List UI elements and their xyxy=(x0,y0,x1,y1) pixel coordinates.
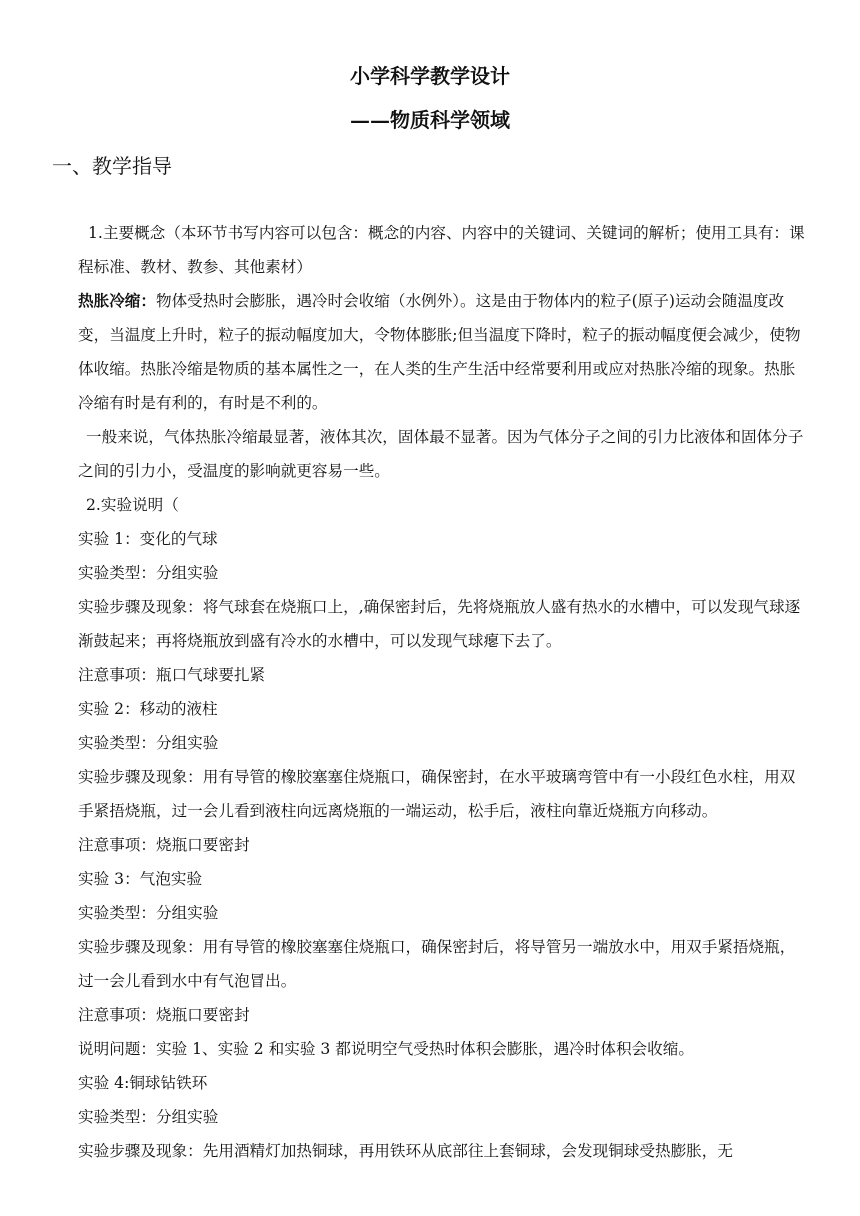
exp2-name: 实验 2：移动的液柱 xyxy=(78,700,218,718)
thermal-text: 物体受热时会膨胀，遇冷时会收缩（水例外）。这是由于物体内的粒子(原子)运动会随温度改变，当温度上升时，粒子的振动幅度加大，令物体膨胀;但当温度下降时，粒子的振动幅度便会减少，使物体收缩。热胀冷缩是物质的基本属性之一，在人类的生产生活中经常要利用或应对热胀冷缩的现象。热胀冷缩有时是有利的，有时是不利的。 xyxy=(78,292,801,412)
exp3-steps: 实验步骤及现象：用有导管的橡胶塞塞住烧瓶口，确保密封后，将导管另一端放水中，用双手紧捂烧瓶，过一会儿看到水中有气泡冒出。 xyxy=(78,938,796,990)
exp2-note: 注意事项：烧瓶口要密封 xyxy=(78,836,250,854)
exp3-note: 注意事项：烧瓶口要密封 xyxy=(78,1006,250,1024)
general-paragraph: 一般来说，气体热胀冷缩最显著，液体其次，固体最不显著。因为气体分子之间的引力比液体和固体分子之间的引力小，受温度的影响就更容易一些。 xyxy=(78,428,804,480)
exp1-name: 实验 1：变化的气球 xyxy=(78,530,218,548)
section-heading: 一、教学指导 xyxy=(52,154,172,178)
exp3-name: 实验 3：气泡实验 xyxy=(78,870,203,888)
document-title: 小学科学教学设计 xyxy=(350,64,510,88)
exp4-name: 实验 4:铜球钻铁环 xyxy=(78,1074,208,1092)
document-body xyxy=(78,216,808,1168)
concept-intro-paragraph: 1.主要概念（本环节书写内容可以包含：概念的内容、内容中的关键词、关键词的解析；使用工具有：课程标准、教材、教参、其他素材） xyxy=(78,224,805,276)
exp1-steps: 实验步骤及现象：将气球套在烧瓶口上，,确保密封后，先将烧瓶放人盛有热水的水槽中，可以发现气球逐渐鼓起来；再将烧瓶放到盛有冷水的水槽中，可以发现气球瘪下去了。 xyxy=(78,598,801,650)
exp1-type: 实验类型：分组实验 xyxy=(78,564,219,582)
exp1-note: 注意事项：瓶口气球要扎紧 xyxy=(78,666,266,684)
exp3-type: 实验类型：分组实验 xyxy=(78,904,219,922)
exp4-type: 实验类型：分组实验 xyxy=(78,1108,219,1126)
exp2-type: 实验类型：分组实验 xyxy=(78,734,219,752)
thermal-term: 热胀冷缩： xyxy=(78,291,156,310)
explanation-paragraph: 说明问题：实验 1、实验 2 和实验 3 都说明空气受热时体积会膨胀，遇冷时体积会收缩。 xyxy=(78,1040,694,1058)
experiment-heading: 2.实验说明（ xyxy=(86,496,179,514)
document-subtitle: ——物质科学领域 xyxy=(350,108,510,132)
exp4-steps: 实验步骤及现象：先用酒精灯加热铜球，再用铁环从底部往上套铜球，会发现铜球受热膨胀，无 xyxy=(78,1142,733,1160)
exp2-steps: 实验步骤及现象：用有导管的橡胶塞塞住烧瓶口，确保密封，在水平玻璃弯管中有一小段红色水柱，用双手紧捂烧瓶，过一会儿看到液柱向远离烧瓶的一端运动，松手后，液柱向靠近烧瓶方向移动。 xyxy=(78,768,796,820)
thermal-paragraph xyxy=(78,284,808,420)
